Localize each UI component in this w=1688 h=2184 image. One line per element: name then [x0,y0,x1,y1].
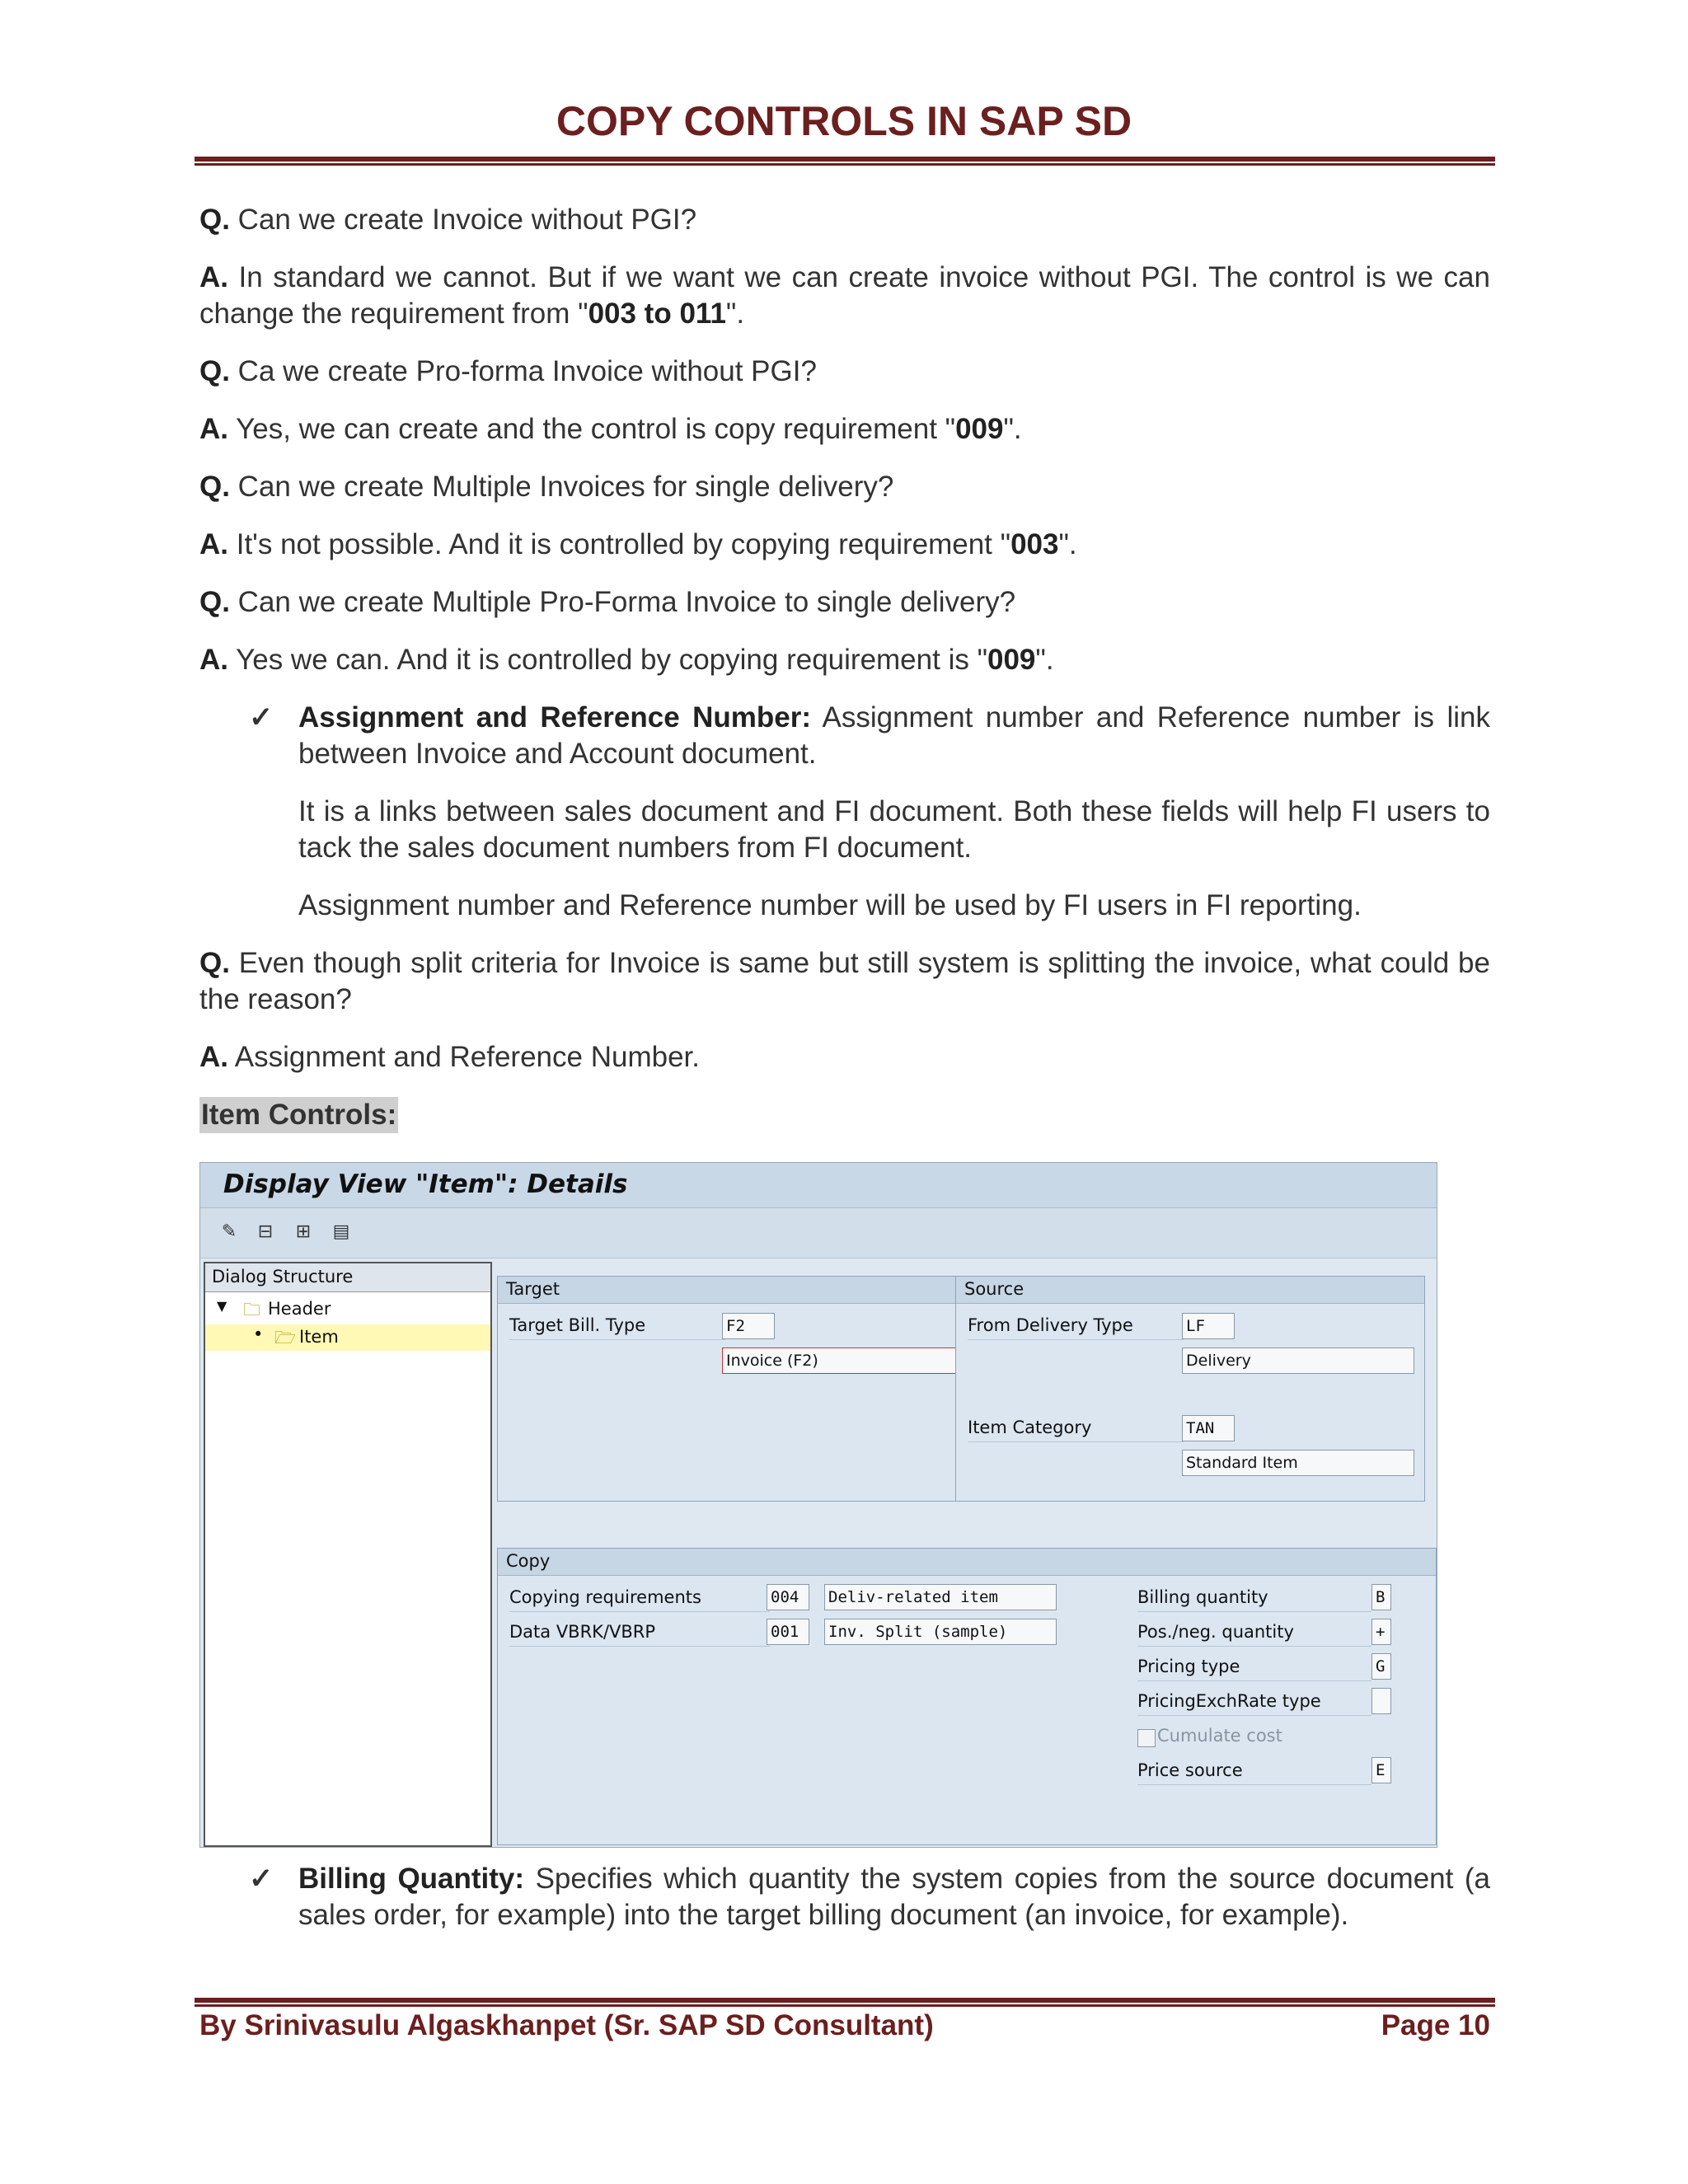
document-body [199,202,1490,1155]
pricing-type-field[interactable]: G [1372,1653,1391,1680]
expand-arrow-icon[interactable]: ▼ [217,1298,227,1314]
open-folder-icon: 🗁 [274,1328,297,1347]
checkmark-icon: ✓ [249,1863,274,1895]
data-vbrk-vbrp-field[interactable]: 001 [767,1619,809,1645]
data-vbrk-vbrp-label: Data VBRK/VBRP [509,1622,656,1642]
question-1: Q. Can we create Invoice without PGI? [199,204,697,236]
bullet-assignment-reference: ✓ Assignment and Reference Number: Assignment number and Reference number is link between Invoice and Account document. [249,701,1490,770]
target-bill-type-description: Invoice (F2) [722,1347,956,1374]
pricing-type-label: Pricing type [1137,1657,1240,1676]
question-4: Q. Can we create Multiple Pro-Forma Invoice to single delivery? [199,586,1016,618]
footer-rule-thin [195,2004,1495,2007]
tree-item-header[interactable]: ▼ 🗀 Header [205,1296,490,1323]
item-category-label: Item Category [968,1418,1092,1437]
answer-2: A. Yes, we can create and the control is copy requirement "009". [199,413,1022,445]
pricing-exch-rate-type-label: PricingExchRate type [1137,1691,1321,1711]
from-delivery-type-field[interactable]: LF [1182,1313,1235,1339]
answer-4: A. Yes we can. And it is controlled by copying requirement is "009". [199,644,1054,676]
question-5: Q. Even though split criteria for Invoice is same but still system is splitting the invoice, what could be the reason? [199,947,1490,1015]
question-3: Q. Can we create Multiple Invoices for single delivery? [199,471,894,503]
sap-toolbar [200,1208,1437,1258]
sap-title-bar: Display View "Item": Details [200,1163,1437,1208]
copying-requirements-description: Deliv-related item [824,1584,1057,1610]
footer-author: By Srinivasulu Algaskhanpet (Sr. SAP SD Consultant) [199,2009,934,2041]
copy-panel [497,1548,1437,1845]
from-delivery-type-label: From Delivery Type [968,1315,1133,1335]
pos-neg-quantity-field[interactable]: + [1372,1619,1391,1645]
bullet-billing-quantity: ✓ Billing Quantity: Specifies which quantity the system copies from the source document (a sales order, for example) into the target billing document (an invoice, for example). [249,1863,1490,1931]
footer-page-number: Page 10 [1381,2009,1490,2041]
copying-requirements-field[interactable]: 004 [767,1584,809,1610]
bullet-paragraph-3: Assignment number and Reference number will be used by FI users in FI reporting. [298,889,1362,921]
pricing-exch-rate-type-field[interactable] [1372,1688,1391,1714]
target-panel-header: Target [498,1277,956,1304]
section-heading: Item Controls: [199,1097,1490,1133]
sap-item-details-screenshot [199,1162,1437,1848]
source-panel [955,1276,1425,1502]
cumulate-cost-label: Cumulate cost [1157,1726,1282,1746]
data-vbrk-vbrp-description: Inv. Split (sample) [824,1619,1057,1645]
folder-icon: 🗀 [243,1300,260,1319]
cumulate-cost-checkbox[interactable] [1137,1729,1156,1747]
question-2: Q. Ca we create Pro-forma Invoice without PGI? [199,355,817,387]
billing-quantity-field[interactable]: B [1372,1584,1391,1610]
checkmark-icon: ✓ [249,701,274,733]
price-source-label: Price source [1137,1760,1243,1780]
dialog-structure-panel [204,1262,492,1847]
copy-panel-header: Copy [498,1549,1436,1576]
document-body-bottom [199,1861,1490,1955]
select-all-icon[interactable]: ▤ [332,1221,350,1242]
source-panel-header: Source [956,1277,1424,1304]
header-rule-thin [195,163,1495,166]
footer-rule [195,1998,1495,2003]
target-bill-type-field[interactable]: F2 [722,1313,775,1339]
next-entry-icon[interactable]: ⊞ [295,1221,312,1242]
price-source-field[interactable]: E [1372,1757,1391,1783]
header-rule [195,157,1495,162]
copying-requirements-label: Copying requirements [509,1587,701,1607]
item-category-description: Standard Item [1182,1450,1414,1476]
answer-1: A. In standard we cannot. But if we want we can create invoice without PGI. The control is we can change the requirement from "003 to 011". [199,261,1490,330]
pos-neg-quantity-label: Pos./neg. quantity [1137,1622,1294,1642]
edit-glasses-icon[interactable]: ✎ [221,1221,237,1242]
bullet-paragraph-2: It is a links between sales document and FI document. Both these fields will help FI users to tack the sales document numbers from FI document. [298,795,1490,864]
answer-5: A. Assignment and Reference Number. [199,1041,700,1073]
dialog-structure-header: Dialog Structure [205,1263,490,1292]
answer-3: A. It's not possible. And it is controlled by copying requirement "003". [199,528,1077,560]
from-delivery-type-description: Delivery [1182,1347,1414,1374]
page-title: COPY CONTROLS IN SAP SD [556,98,1132,144]
item-category-field[interactable]: TAN [1182,1415,1235,1441]
bullet-icon: • [253,1324,264,1344]
target-panel [497,1276,957,1502]
target-bill-type-label: Target Bill. Type [509,1315,646,1335]
tree-item-item[interactable]: • 🗁 Item [205,1324,490,1351]
billing-quantity-label: Billing quantity [1137,1587,1268,1607]
previous-entry-icon[interactable]: ⊟ [257,1221,274,1242]
